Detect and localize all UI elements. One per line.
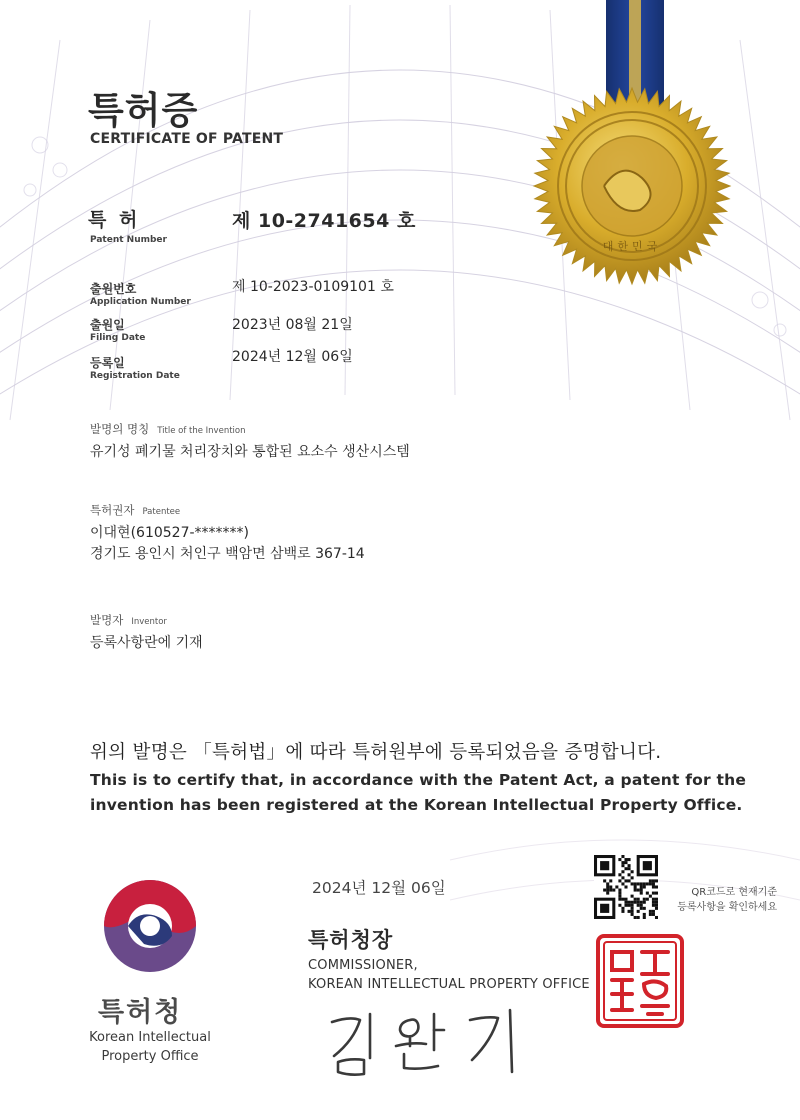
kipo-logo-icon bbox=[100, 876, 200, 976]
patentee-address: 경기도 용인시 처인구 백암면 삼백로 367-14 bbox=[90, 546, 365, 562]
registration-date-label: 등록일 bbox=[90, 356, 125, 370]
qr-note-line1: QR코드로 현재기준 bbox=[691, 887, 777, 898]
invention-title-label-en: Title of the Invention bbox=[157, 426, 246, 436]
qr-note-line2: 등록사항을 확인하세요 bbox=[677, 902, 777, 913]
patent-number-label: 특 허 bbox=[88, 209, 141, 231]
inventor-label bbox=[90, 612, 167, 628]
commissioner-title-en-line1: COMMISSIONER, bbox=[308, 958, 418, 973]
application-number-label: 출원번호 bbox=[90, 282, 137, 296]
patentee-label bbox=[90, 502, 180, 518]
gold-seal-medal-icon bbox=[534, 88, 730, 284]
patentee-label-ko: 특허권자 bbox=[90, 503, 135, 517]
kipo-name-en-line1: Korean Intellectual bbox=[89, 1030, 211, 1045]
certification-statement-en-line1: This is to certify that, in accordance with the Patent Act, a patent for the bbox=[90, 771, 747, 789]
invention-title-label-ko: 발명의 명칭 bbox=[90, 422, 150, 436]
filing-date-value: 2023년 08월 21일 bbox=[232, 317, 353, 333]
application-number-value: 제 10-2023-0109101 호 bbox=[232, 279, 394, 295]
certificate-subtitle: CERTIFICATE OF PATENT bbox=[90, 131, 284, 147]
patentee-label-en: Patentee bbox=[142, 507, 181, 517]
kipo-name-ko: 특허청 bbox=[98, 997, 183, 1028]
inventor-label-ko: 발명자 bbox=[90, 613, 124, 627]
inventor-value: 등록사항란에 기재 bbox=[90, 635, 203, 651]
patent-number-value: 제 10-2741654 호 bbox=[232, 210, 416, 232]
certificate-title: 특허증 bbox=[88, 89, 199, 132]
issue-date: 2024년 12월 06일 bbox=[312, 879, 446, 897]
commissioner-title-ko: 특허청장 bbox=[308, 928, 394, 952]
inventor-label-en: Inventor bbox=[131, 617, 167, 627]
commissioner-title-en-line2: KOREAN INTELLECTUAL PROPERTY OFFICE bbox=[308, 977, 590, 992]
invention-title-label bbox=[90, 421, 246, 437]
filing-date-label: 출원일 bbox=[90, 318, 125, 332]
kipo-name-en-line2: Property Office bbox=[101, 1049, 199, 1064]
commissioner-signature bbox=[320, 1000, 540, 1080]
filing-date-label-en: Filing Date bbox=[90, 333, 146, 343]
official-red-seal-stamp bbox=[592, 930, 688, 1032]
invention-title-value: 유기성 폐기물 처리장치와 통합된 요소수 생산시스템 bbox=[90, 444, 410, 460]
registration-date-label-en: Registration Date bbox=[90, 371, 180, 381]
registration-date-value: 2024년 12월 06일 bbox=[232, 349, 353, 365]
certification-statement-en-line2: invention has been registered at the Korean Intellectual Property Office. bbox=[90, 796, 743, 814]
patentee-name: 이대현(610527-*******) bbox=[90, 525, 249, 541]
application-number-label-en: Application Number bbox=[90, 297, 191, 307]
medal-text: 대한민국 bbox=[602, 240, 662, 253]
certification-statement-ko: 위의 발명은 「특허법」에 따라 특허원부에 등록되었음을 증명합니다. bbox=[90, 742, 662, 763]
patent-number-label-en: Patent Number bbox=[90, 235, 167, 245]
qr-code[interactable] bbox=[594, 855, 658, 919]
